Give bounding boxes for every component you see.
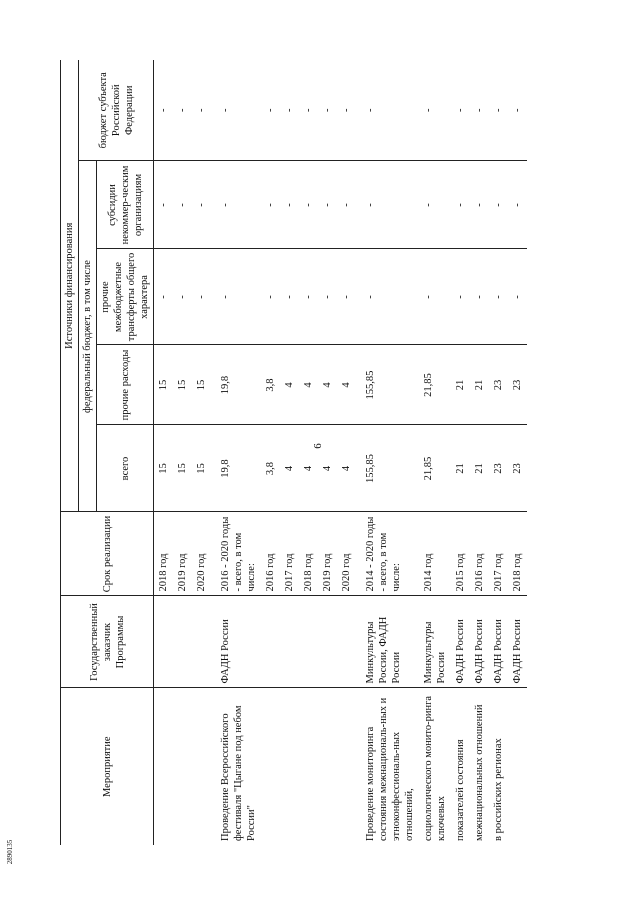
cell-other-expenses: 21 <box>451 345 470 425</box>
cell-other-expenses: 19,8 <box>211 345 261 425</box>
cell-other-expenses: 23 <box>489 345 508 425</box>
cell-other-expenses: 21 <box>470 345 489 425</box>
cell-event: Проведение мониторинга состояния межнациональ-ных и этноконфессиональ-ных отношений, <box>365 697 415 841</box>
cell-regional: - <box>299 60 318 161</box>
cell-total: 21 <box>451 425 470 512</box>
cell-period: 2016 год <box>470 512 489 596</box>
cell-transfers: - <box>299 249 318 345</box>
cell-period: 2015 год <box>451 512 470 596</box>
cell-period: 2016 - 2020 годы - всего, в том числе: <box>211 512 261 596</box>
cell-transfers: - <box>508 249 527 345</box>
cell-total: 4 <box>318 425 337 512</box>
cell-period: 2018 год <box>299 512 318 596</box>
header-other-expenses: прочие расходы <box>97 345 154 425</box>
cell-total: 23 <box>508 425 527 512</box>
table-row <box>451 60 470 845</box>
cell-other-expenses: 4 <box>299 345 318 425</box>
cell-event <box>261 688 280 845</box>
page-number: 6 <box>312 443 324 449</box>
cell-period: 2020 год <box>337 512 356 596</box>
cell-regional: - <box>451 60 470 161</box>
cell-subsidies: - <box>318 161 337 249</box>
cell-customer <box>173 596 192 688</box>
cell-transfers: - <box>261 249 280 345</box>
cell-customer: ФАДН России <box>211 596 261 688</box>
table-row <box>470 60 489 845</box>
cell-total: 3,8 <box>261 425 280 512</box>
cell-customer <box>261 596 280 688</box>
cell-regional: - <box>508 60 527 161</box>
cell-customer <box>299 596 318 688</box>
cell-subsidies: - <box>337 161 356 249</box>
cell-regional: - <box>318 60 337 161</box>
cell-customer: ФАДН России <box>470 596 489 688</box>
cell-regional: - <box>419 60 451 161</box>
cell-subsidies: - <box>356 161 419 249</box>
cell-period: 2020 год <box>192 512 211 596</box>
cell-period: 2017 год <box>489 512 508 596</box>
header-event: Мероприятие <box>61 688 154 845</box>
cell-subsidies: - <box>419 161 451 249</box>
cell-subsidies: - <box>280 161 299 249</box>
header-period: Срок реализации <box>61 512 154 596</box>
table-row <box>192 60 211 845</box>
cell-customer: ФАДН России <box>451 596 470 688</box>
document-code: 2890135 <box>6 839 14 865</box>
financing-table <box>60 60 527 845</box>
cell-total: 155,85 <box>356 425 419 512</box>
cell-regional: - <box>280 60 299 161</box>
header-customer: Государственный заказчик Программы <box>61 596 154 688</box>
cell-subsidies: - <box>299 161 318 249</box>
table-row <box>508 60 527 845</box>
cell-subsidies: - <box>173 161 192 249</box>
cell-transfers: - <box>470 249 489 345</box>
cell-subsidies: - <box>451 161 470 249</box>
cell-transfers: - <box>419 249 451 345</box>
cell-regional: - <box>154 60 174 161</box>
table-row <box>318 60 337 845</box>
cell-event: межнациональных отношений <box>474 704 485 841</box>
rotated-table-container <box>60 60 640 845</box>
cell-customer: Минкультуры России, ФАДН России <box>356 596 419 688</box>
table-row <box>419 60 451 845</box>
cell-total: 21 <box>470 425 489 512</box>
cell-transfers: - <box>318 249 337 345</box>
header-total: всего <box>97 425 154 512</box>
cell-event <box>192 688 211 845</box>
cell-event <box>173 688 192 845</box>
table-row <box>173 60 192 845</box>
table-row <box>489 60 508 845</box>
cell-other-expenses: 155,85 <box>356 345 419 425</box>
cell-regional: - <box>192 60 211 161</box>
cell-other-expenses: 4 <box>280 345 299 425</box>
cell-regional: - <box>211 60 261 161</box>
cell-subsidies: - <box>489 161 508 249</box>
cell-period: 2019 год <box>318 512 337 596</box>
header-subsidies: субсидии некоммер-ческим организациям <box>97 161 154 249</box>
cell-subsidies: - <box>154 161 174 249</box>
cell-subsidies: - <box>508 161 527 249</box>
cell-total: 15 <box>154 425 174 512</box>
table-body <box>154 60 528 845</box>
cell-period: 2016 год <box>261 512 280 596</box>
cell-total: 15 <box>173 425 192 512</box>
cell-regional: - <box>489 60 508 161</box>
cell-total: 4 <box>337 425 356 512</box>
cell-transfers: - <box>356 249 419 345</box>
header-regional: бюджет субъекта Российской Федерации <box>79 60 154 161</box>
cell-transfers: - <box>211 249 261 345</box>
cell-regional: - <box>470 60 489 161</box>
cell-other-expenses: 15 <box>154 345 174 425</box>
cell-customer: ФАДН России <box>489 596 508 688</box>
cell-event: показателей состояния <box>455 739 466 841</box>
cell-transfers: - <box>280 249 299 345</box>
cell-transfers: - <box>489 249 508 345</box>
cell-period: 2014 год <box>419 512 451 596</box>
cell-period: 2018 год <box>508 512 527 596</box>
cell-regional: - <box>173 60 192 161</box>
table-row <box>337 60 356 845</box>
cell-other-expenses: 21,85 <box>419 345 451 425</box>
cell-transfers: - <box>337 249 356 345</box>
cell-total: 15 <box>192 425 211 512</box>
cell-customer <box>280 596 299 688</box>
cell-other-expenses: 15 <box>192 345 211 425</box>
cell-event <box>318 688 337 845</box>
cell-event <box>154 688 174 845</box>
cell-customer <box>318 596 337 688</box>
cell-subsidies: - <box>261 161 280 249</box>
cell-total: 4 <box>280 425 299 512</box>
cell-customer <box>192 596 211 688</box>
cell-regional: - <box>356 60 419 161</box>
cell-period: 2019 год <box>173 512 192 596</box>
cell-total: 19,8 <box>211 425 261 512</box>
cell-regional: - <box>261 60 280 161</box>
table-header <box>61 60 154 845</box>
cell-other-expenses: 23 <box>508 345 527 425</box>
cell-event <box>280 688 299 845</box>
cell-customer <box>337 596 356 688</box>
cell-subsidies: - <box>470 161 489 249</box>
cell-transfers: - <box>173 249 192 345</box>
cell-subsidies: - <box>192 161 211 249</box>
cell-event <box>299 688 318 845</box>
table-row <box>280 60 299 845</box>
cell-customer: Минкультуры России <box>419 596 451 688</box>
cell-other-expenses: 4 <box>318 345 337 425</box>
cell-period: 2017 год <box>280 512 299 596</box>
cell-transfers: - <box>451 249 470 345</box>
header-transfers: прочие межбюджетные трансферты общего характера <box>97 249 154 345</box>
cell-event <box>337 688 356 845</box>
cell-other-expenses: 3,8 <box>261 345 280 425</box>
cell-other-expenses: 15 <box>173 345 192 425</box>
cell-customer: ФАДН России <box>508 596 527 688</box>
header-federal: федеральный бюджет, в том числе <box>79 161 97 512</box>
cell-transfers: - <box>192 249 211 345</box>
cell-transfers: - <box>154 249 174 345</box>
table-row <box>211 60 261 845</box>
cell-event: социологического монито-ринга ключевых <box>423 695 447 841</box>
cell-event: Проведение Всероссийского фестиваля "Цыгане под небом России" <box>220 705 257 841</box>
table-row <box>261 60 280 845</box>
cell-other-expenses: 4 <box>337 345 356 425</box>
cell-period: 2018 год <box>154 512 174 596</box>
cell-period: 2014 - 2020 годы - всего, в том числе: <box>356 512 419 596</box>
header-sources: Источники финансирования <box>61 60 79 512</box>
table-row <box>154 60 174 845</box>
cell-regional: - <box>337 60 356 161</box>
cell-total: 21,85 <box>419 425 451 512</box>
cell-total: 4 <box>299 425 318 512</box>
table-row <box>299 60 318 845</box>
cell-subsidies: - <box>211 161 261 249</box>
cell-customer <box>154 596 174 688</box>
cell-total: 23 <box>489 425 508 512</box>
cell-event: в российских регионах <box>493 738 504 841</box>
table-row <box>356 60 419 845</box>
cell-event <box>508 688 527 845</box>
